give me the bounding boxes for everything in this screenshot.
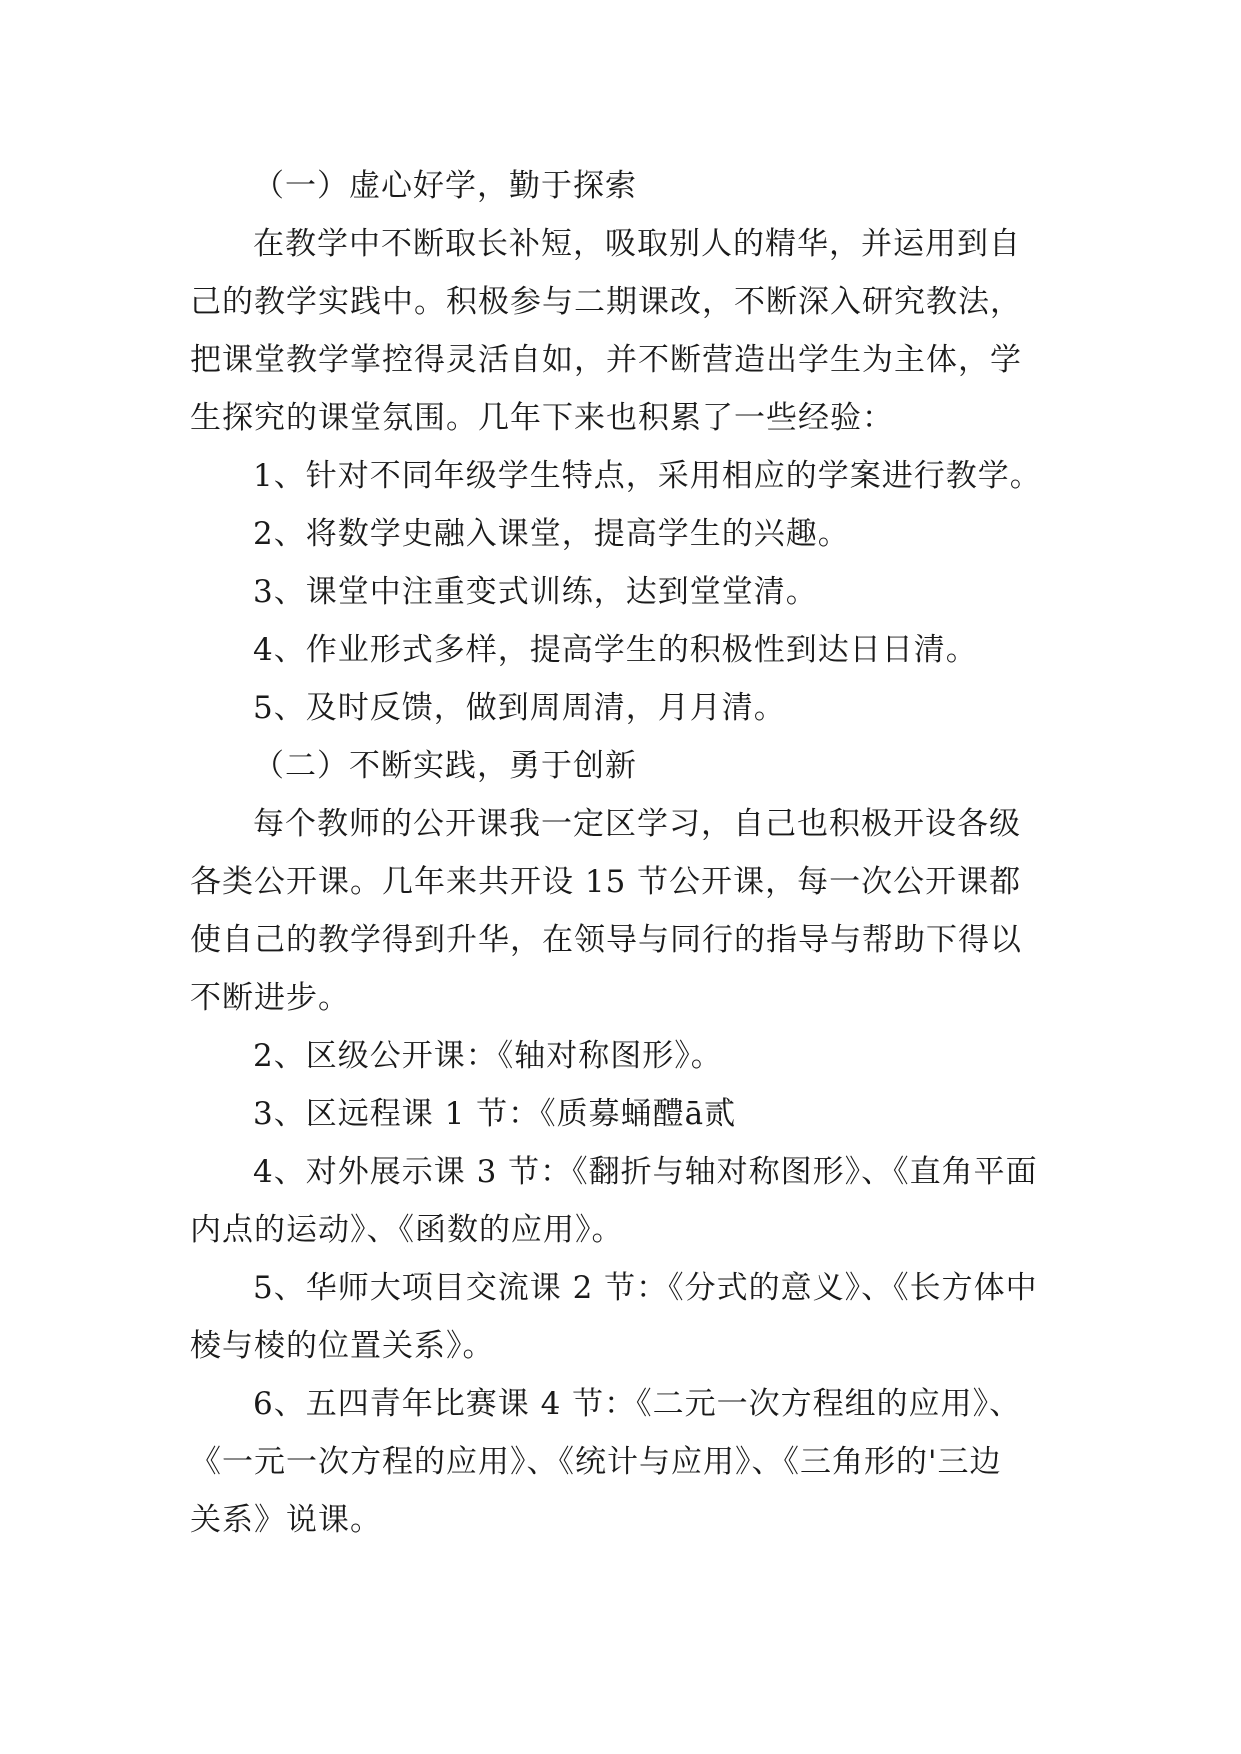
paragraph-line: 在教学中不断取长补短，吸取别人的精华，并运用到自 bbox=[253, 226, 1021, 262]
list-item: 3、区远程课 1 节：《质募蛹醴ā贰 bbox=[253, 1096, 737, 1132]
list-item-continuation: 《一元一次方程的应用》、《统计与应用》、《三角形的'三边 bbox=[190, 1444, 1002, 1480]
list-item: 2、区级公开课：《轴对称图形》。 bbox=[253, 1038, 723, 1074]
document-body bbox=[190, 157, 1070, 1549]
list-item: 6、五四青年比赛课 4 节：《二元一次方程组的应用》、 bbox=[253, 1386, 1022, 1422]
paragraph-line: 每个教师的公开课我一定区学习，自己也积极开设各级 bbox=[253, 806, 1021, 842]
section-heading-2: （二）不断实践，勇于创新 bbox=[253, 748, 637, 784]
list-item: 2、将数学史融入课堂，提高学生的兴趣。 bbox=[253, 516, 850, 552]
list-item: 4、对外展示课 3 节：《翻折与轴对称图形》、《直角平面 bbox=[253, 1154, 1038, 1190]
paragraph-line: 不断进步。 bbox=[190, 980, 350, 1016]
list-item: 4、作业形式多样，提高学生的积极性到达日日清。 bbox=[253, 632, 978, 668]
paragraph-line: 己的教学实践中。积极参与二期课改，不断深入研究教法， bbox=[190, 284, 1022, 320]
list-item: 3、课堂中注重变式训练，达到堂堂清。 bbox=[253, 574, 818, 610]
paragraph-line: 生探究的课堂氛围。几年下来也积累了一些经验： bbox=[190, 400, 894, 436]
paragraph-line: 各类公开课。几年来共开设 15 节公开课，每一次公开课都 bbox=[190, 864, 1022, 900]
list-item: 1、针对不同年级学生特点，采用相应的学案进行教学。 bbox=[253, 458, 1042, 494]
list-item: 5、及时反馈，做到周周清，月月清。 bbox=[253, 690, 786, 726]
paragraph-line: 把课堂教学掌控得灵活自如，并不断营造出学生为主体，学 bbox=[190, 342, 1022, 378]
list-item: 5、华师大项目交流课 2 节：《分式的意义》、《长方体中 bbox=[253, 1270, 1038, 1306]
list-item-continuation: 内点的运动》、《函数的应用》。 bbox=[190, 1212, 624, 1248]
section-heading-1: （一）虚心好学，勤于探索 bbox=[253, 168, 637, 204]
list-item-continuation: 关系》说课。 bbox=[190, 1502, 382, 1538]
paragraph-line: 使自己的教学得到升华，在领导与同行的指导与帮助下得以 bbox=[190, 922, 1022, 958]
list-item-continuation: 棱与棱的位置关系》。 bbox=[190, 1328, 495, 1364]
